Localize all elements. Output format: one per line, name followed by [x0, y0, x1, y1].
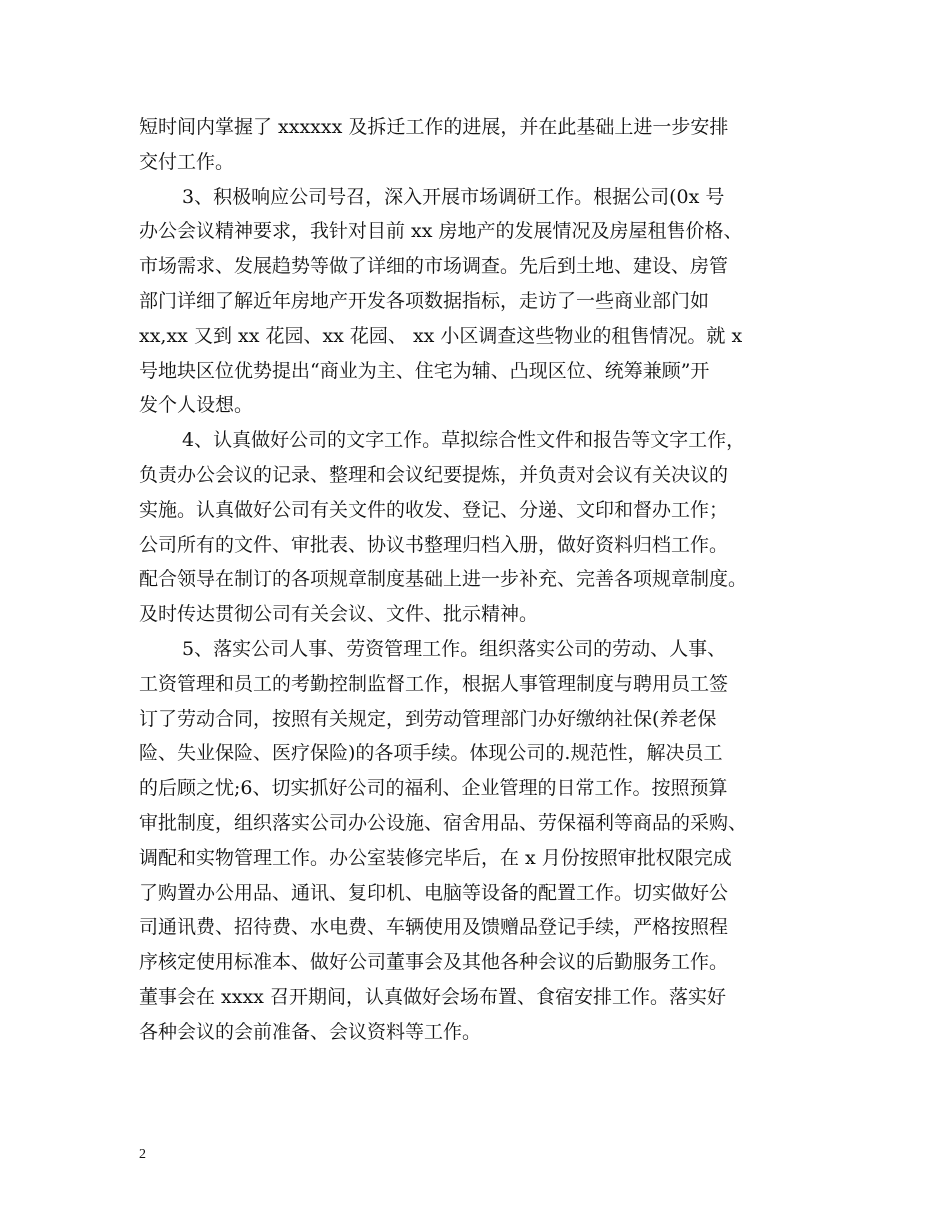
- text-line: 发个人设想。: [139, 394, 254, 417]
- text-line: 号地块区位优势提出“商业为主、住宅为辅、凸现区位、统筹兼顾”开: [139, 359, 710, 382]
- text-line: 配合领导在制订的各项规章制度基础上进一步补充、完善各项规章制度。: [139, 568, 748, 591]
- text-line: 短时间内掌握了 xxxxxx 及拆迁工作的进展，并在此基础上进一步安排: [139, 116, 729, 138]
- text-line: 负责办公会议的记录、整理和会议纪要提炼，并负责对会议有关决议的: [139, 463, 729, 486]
- text-line: 实施。认真做好公司有关文件的收发、登记、分递、文印和督办工作；: [139, 498, 729, 521]
- text-line: 调配和实物管理工作。办公室装修完毕后，在 x 月份按照审批权限完成: [139, 846, 732, 869]
- document-body: [139, 110, 819, 1050]
- text-line: 部门详细了解近年房地产开发各项数据指标，走访了一些商业部门如: [139, 289, 710, 312]
- text-line: 各种会议的会前准备、会议资料等工作。: [139, 1020, 482, 1043]
- text-line: 序核定使用标准本、做好公司董事会及其他各种会议的后勤服务工作。: [139, 951, 729, 974]
- text-line: 司通讯费、招待费、水电费、车辆使用及馈赠品登记手续，严格按照程: [139, 916, 729, 939]
- text-line: 险、失业保险、医疗保险)的各项手续。体现公司的.规范性，解决员工: [139, 742, 723, 765]
- text-line: 工资管理和员工的考勤控制监督工作，根据人事管理制度与聘用员工签: [139, 672, 729, 695]
- text-line: 董事会在 xxxx 召开期间，认真做好会场布置、食宿安排工作。落实好: [139, 985, 726, 1008]
- text-line: 公司所有的文件、审批表、协议书整理归档入册，做好资料归档工作。: [139, 533, 729, 556]
- text-line: 交付工作。: [139, 150, 235, 173]
- paragraph-start-line: 4、认真做好公司的文字工作。草拟综合性文件和报告等文字工作，: [182, 429, 746, 452]
- paragraph-start-line: 5、落实公司人事、劳资管理工作。组织落实公司的劳动、人事、: [182, 637, 727, 660]
- text-line: 市场需求、发展趋势等做了详细的市场调查。先后到土地、建设、房管: [139, 255, 729, 278]
- text-line: 的后顾之忧;6、切实抓好公司的福利、企业管理的日常工作。按照预算: [139, 777, 728, 800]
- text-line: xx,xx 又到 xx 花园、xx 花园、 xx 小区调查这些物业的租售情况。就 x: [139, 324, 743, 347]
- text-line: 审批制度，组织落实公司办公设施、宿舍用品、劳保福利等商品的采购、: [139, 811, 748, 834]
- text-line: 及时传达贯彻公司有关会议、文件、批示精神。: [139, 603, 539, 626]
- page-number: 2: [139, 1147, 146, 1162]
- text-line: 了购置办公用品、通讯、复印机、电脑等设备的配置工作。切实做好公: [139, 881, 729, 904]
- paragraph-start-line: 3、积极响应公司号召，深入开展市场调研工作。根据公司(0x 号: [182, 185, 725, 208]
- text-line: 订了劳动合同，按照有关规定，到劳动管理部门办好缴纳社保(养老保: [139, 707, 717, 730]
- text-line: 办公会议精神要求，我针对目前 xx 房地产的发展情况及房屋租售价格、: [139, 220, 743, 243]
